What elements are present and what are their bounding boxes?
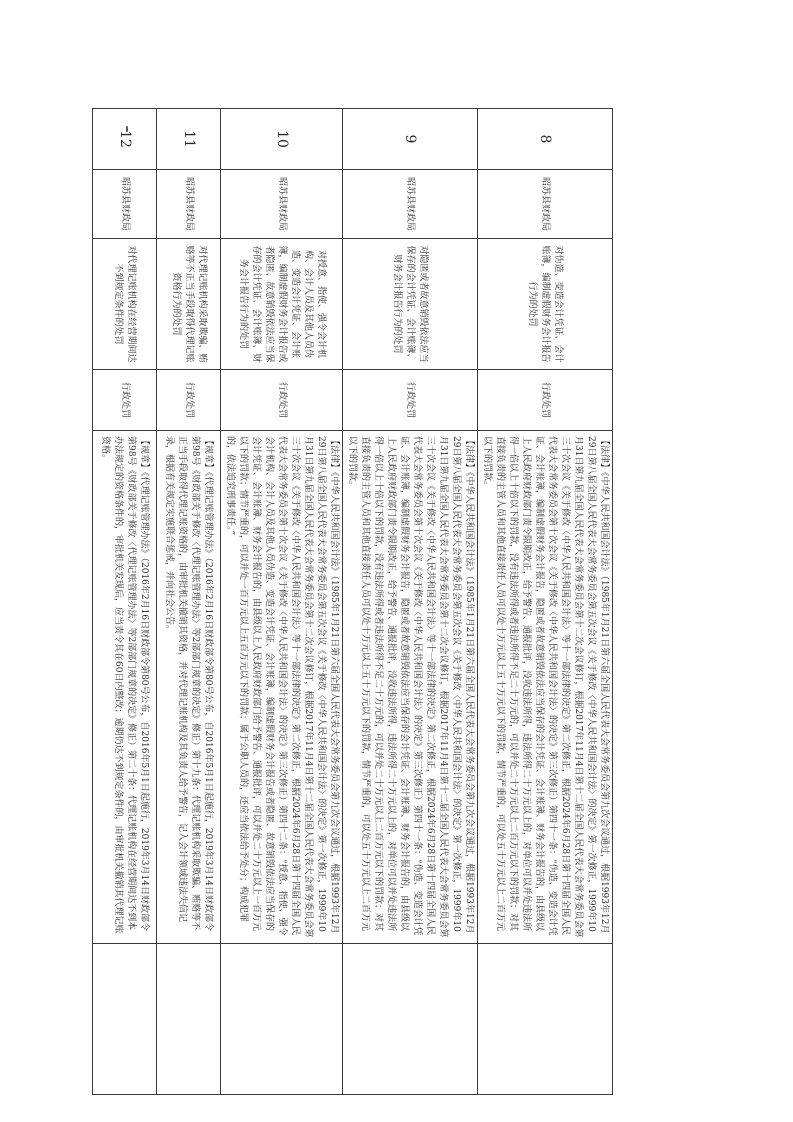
table-row (92, 109, 156, 1095)
department-cell: 昭苏县财政局 (342, 170, 477, 239)
item-name-cell: 对授意、指使、强令会计机构、会计人员及其他人员伪造、变造会计凭证、会计账簿，编制虚假财务会计报告或者隐匿、故意销毁依法应当保存的会计凭证、会计账簿、财务会计报告行为的处罚 (220, 239, 342, 370)
power-type-cell: 行政处罚 (156, 370, 220, 431)
blank-cell (92, 944, 156, 1095)
item-name-cell: 对代理记账机构在经营期间达不到规定条件的处罚 (92, 239, 156, 370)
item-name-cell: 对伪造、变造会计凭证、会计账簿，编制虚假财务会计报告行为的处罚 (477, 239, 612, 370)
penalty-items-table (92, 108, 613, 1095)
legal-basis-cell: 【法律】《中华人民共和国会计法》（1985年1月21日第六届全国人民代表大会常务委员会第九次会议通过，根据1993年12月29日第八届全国人民代表大会常务委员会第五次会议《关于修改〈中华人民共和国会计法〉的决定》第一次修正，1999年10月31日第九届全国人民代表大会常务委员会第十二次会议修订，根据2017年11月4日第十二届全国人民代表大会常务委员会第三十次会议《关于修改〈中华人民共和国会计法〉等十一部法律的决定》第二次修正，根据2024年6月28日第十四届全国人民代表大会常务委员会第十次会议《关于修改〈中华人民共和国会计法〉的决定》第三次修正）第四十二条：“授意、指使、强令会计机构、会计人员及其他人员伪造、变造会计凭证、会计账簿，编制虚假财务会计报告或者隐匿、故意销毁依法应当保存的会计凭证、会计账簿、财务会计报告的，由县级以上人民政府财政部门给予警告、通报批评，可以并处二十万元以上一百万元以下的罚款；情节严重的，可以并处一百万元以上五百万元以下的罚款；属于公职人员的，还应当依法给予处分；构成犯罪的，依法追究刑事责任。” (220, 431, 342, 944)
blank-cell (477, 944, 612, 1095)
power-type-cell: 行政处罚 (477, 370, 612, 431)
row-number: 11 (156, 109, 220, 170)
table-row (156, 109, 220, 1095)
table-row (220, 109, 342, 1095)
legal-basis-cell: 【规章】《代理记账管理办法》（2016年2月16日财政部令第80号公布，自2016年5月1日起施行，2019年3月14日财政部令第98号《财政部关于修改〈代理记账管理办法〉等2部部门规章的决定》修正）第二十条：代理记账机构在经营期间达不到本办法规定的资格条件的，审批机关发现后，应当责令其在60日内整改；逾期仍达不到规定条件的，由审批机关撤销其代理记账资格。 (92, 431, 156, 944)
row-number: 8 (477, 109, 612, 170)
department-cell: 昭苏县财政局 (477, 170, 612, 239)
legal-basis-cell: 【法律】《中华人民共和国会计法》（1985年1月21日第六届全国人民代表大会常务委员会第九次会议通过，根据1993年12月29日第八届全国人民代表大会常务委员会第五次会议《关于修改〈中华人民共和国会计法〉的决定》第一次修正，1999年10月31日第九届全国人民代表大会常务委员会第十二次会议修订，根据2017年11月4日第十二届全国人民代表大会常务委员会第三十次会议《关于修改〈中华人民共和国会计法〉等十一部法律的决定》第二次修正，根据2024年6月28日第十四届全国人民代表大会常务委员会第十次会议《关于修改〈中华人民共和国会计法〉的决定》第三次修正）第四十一条：“伪造、变造会计凭证、会计账簿，编制虚假财务会计报告，隐匿或者故意销毁依法应当保存的会计凭证、会计账簿、财务会计报告的，由县级以上人民政府财政部门责令限期改正，给予警告、通报批评，没收违法所得，违法所得二十万元以上的，对单位可以并处违法所得一倍以上十倍以下的罚款，没有违法所得或者违法所得不足二十万元的，可以并处二十万元以上二百万元以下的罚款；对其直接负责的主管人员和其他直接责任人员可以处十万元以上五十万元以下的罚款，情节严重的，可以处五十万元以上二百万元以下的罚款。 (342, 431, 477, 944)
item-name-cell: 对代理记账机构采取欺骗、贿赂等不正当手段取得代理记账资格行为的处罚 (156, 239, 220, 370)
legal-basis-cell: 【法律】《中华人民共和国会计法》（1985年1月21日第六届全国人民代表大会常务委员会第九次会议通过，根据1993年12月29日第八届全国人民代表大会常务委员会第五次会议《关于修改〈中华人民共和国会计法〉的决定》第一次修正，1999年10月31日第九届全国人民代表大会常务委员会第十二次会议修订，根据2017年11月4日第十二届全国人民代表大会常务委员会第三十次会议《关于修改〈中华人民共和国会计法〉等十一部法律的决定》第二次修正，根据2024年6月28日第十四届全国人民代表大会常务委员会第十次会议《关于修改〈中华人民共和国会计法〉的决定》第三次修正）第四十一条：“伪造、变造会计凭证、会计账簿，编制虚假财务会计报告，隐匿或者故意销毁依法应当保存的会计凭证、会计账簿、财务会计报告的，由县级以上人民政府财政部门责令限期改正，给予警告、通报批评，没收违法所得，违法所得二十万元以上的，对单位可以并处违法所得一倍以上十倍以下的罚款，没有违法所得或者违法所得不足二十万元的，可以并处二十万元以上二百万元以下的罚款；对其直接负责的主管人员和其他直接责任人员可以处十万元以上五十万元以下的罚款，情节严重的，可以处五十万元以上二百万元以下的罚款。 (477, 431, 612, 944)
department-cell: 昭苏县财政局 (92, 170, 156, 239)
row-number: 9 (342, 109, 477, 170)
blank-cell (156, 944, 220, 1095)
legal-basis-cell: 【规章】《代理记账管理办法》（2016年2月16日财政部令第80号公布，自2016年5月1日起施行，2019年3月14日财政部令第98号《财政部关于修改〈代理记账管理办法〉等2部部门规章的决定》修正）第十九条：代理记账机构采取欺骗、贿赂等不正当手段取得代理记账资格的，由审批机关撤销其资格，并对代理记账机构及其负责人给予警告，记入会计领域违法失信记录，根据有关规定实施联合惩戒，并向社会公告。 (156, 431, 220, 944)
blank-cell (220, 944, 342, 1095)
blank-cell (342, 944, 477, 1095)
item-name-cell: 对隐匿或者故意销毁依法应当保存的会计凭证、会计账簿、财务会计报告行为的处罚 (342, 239, 477, 370)
power-type-cell: 行政处罚 (92, 370, 156, 431)
row-number: 10 (220, 109, 342, 170)
row-number: 12 (92, 109, 156, 170)
department-cell: 昭苏县财政局 (156, 170, 220, 239)
table-row (342, 109, 477, 1095)
rotated-table-page (100, 108, 613, 1028)
power-type-cell: 行政处罚 (220, 370, 342, 431)
power-type-cell: 行政处罚 (342, 370, 477, 431)
table-row (477, 109, 612, 1095)
department-cell: 昭苏县财政局 (220, 170, 342, 239)
